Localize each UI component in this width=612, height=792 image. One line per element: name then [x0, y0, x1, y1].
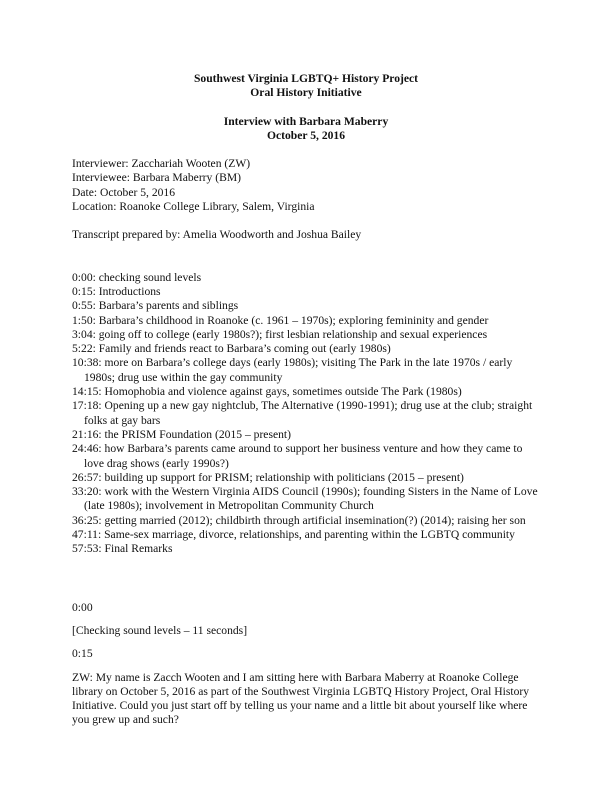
toc-entry: 33:20: work with the Western Virginia AIDS Council (1990s); founding Sisters in the Name of Love (late 1980s); involvement in Metropolitan Community Church [72, 485, 538, 513]
interviewer-line: Interviewer: Zacchariah Wooten (ZW) [72, 157, 251, 171]
toc-entry: 10:38: more on Barbara’s college days (early 1980s); visiting The Park in the late 1970s / early 1980s; drug use within the gay community [72, 356, 513, 384]
toc-entry: 5:22: Family and friends react to Barbara’s coming out (early 1980s) [72, 342, 391, 356]
toc-entry: 14:15: Homophobia and violence against gays, sometimes outside The Park (1980s) [72, 385, 462, 399]
timestamp: 0:00 [72, 600, 93, 614]
transcript-credit: Transcript prepared by: Amelia Woodworth and Joshua Bailey [72, 228, 362, 242]
transcript-paragraph: ZW: My name is Zacch Wooten and I am sitting here with Barbara Maberry at Roanoke College library on October 5, 2016 as part of the Southwest Virginia LGBTQ History Project, Oral History Initiative. Could you just start off by telling us your name and a little bit about yourself like where you grew up and such? [72, 670, 530, 727]
document-header [72, 72, 540, 101]
project-title: Southwest Virginia LGBTQ+ History Project [193, 72, 419, 85]
project-subtitle: Oral History Initiative [250, 86, 362, 100]
toc-entry: 36:25: getting married (2012); childbirth through artificial insemination(?) (2014); raising her son [72, 513, 526, 527]
timestamp-index [72, 271, 540, 557]
toc-entry: 0:55: Barbara’s parents and siblings [72, 299, 239, 313]
toc-entry: 3:04: going off to college (early 1980s?); first lesbian relationship and sexual experiences [72, 327, 488, 341]
toc-entry: 0:15: Introductions [72, 284, 161, 298]
toc-entry: 0:00: checking sound levels [72, 270, 202, 284]
toc-entry: 26:57: building up support for PRISM; relationship with politicians (2015 – present) [72, 470, 464, 484]
interviewee-line: Interviewee: Barbara Maberry (BM) [72, 171, 241, 185]
toc-entry: 57:53: Final Remarks [72, 542, 173, 556]
toc-entry: 21:16: the PRISM Foundation (2015 – present) [72, 427, 291, 441]
toc-entry: 1:50: Barbara’s childhood in Roanoke (c. 1961 – 1970s); exploring femininity and gender [72, 313, 489, 327]
location-line: Location: Roanoke College Library, Salem, Virginia [72, 200, 315, 214]
timestamp: 0:15 [72, 647, 93, 661]
interview-date: October 5, 2016 [266, 128, 346, 142]
interview-heading [72, 115, 540, 144]
toc-entry: 24:46: how Barbara’s parents came around to support her business venture and how they came to love drag shows (early 1990s?) [72, 442, 523, 470]
toc-entry: 47:11: Same-sex marriage, divorce, relationships, and parenting within the LGBTQ community [72, 528, 515, 542]
transcript-body [72, 601, 540, 728]
date-line: Date: October 5, 2016 [72, 185, 176, 199]
interview-title: Interview with Barbara Maberry [223, 114, 389, 128]
interview-metadata [72, 157, 540, 214]
transcript-note: [Checking sound levels – 11 seconds] [72, 623, 248, 637]
toc-entry: 17:18: Opening up a new gay nightclub, The Alternative (1990-1991); drug use at the club; straight folks at gay bars [72, 399, 533, 427]
